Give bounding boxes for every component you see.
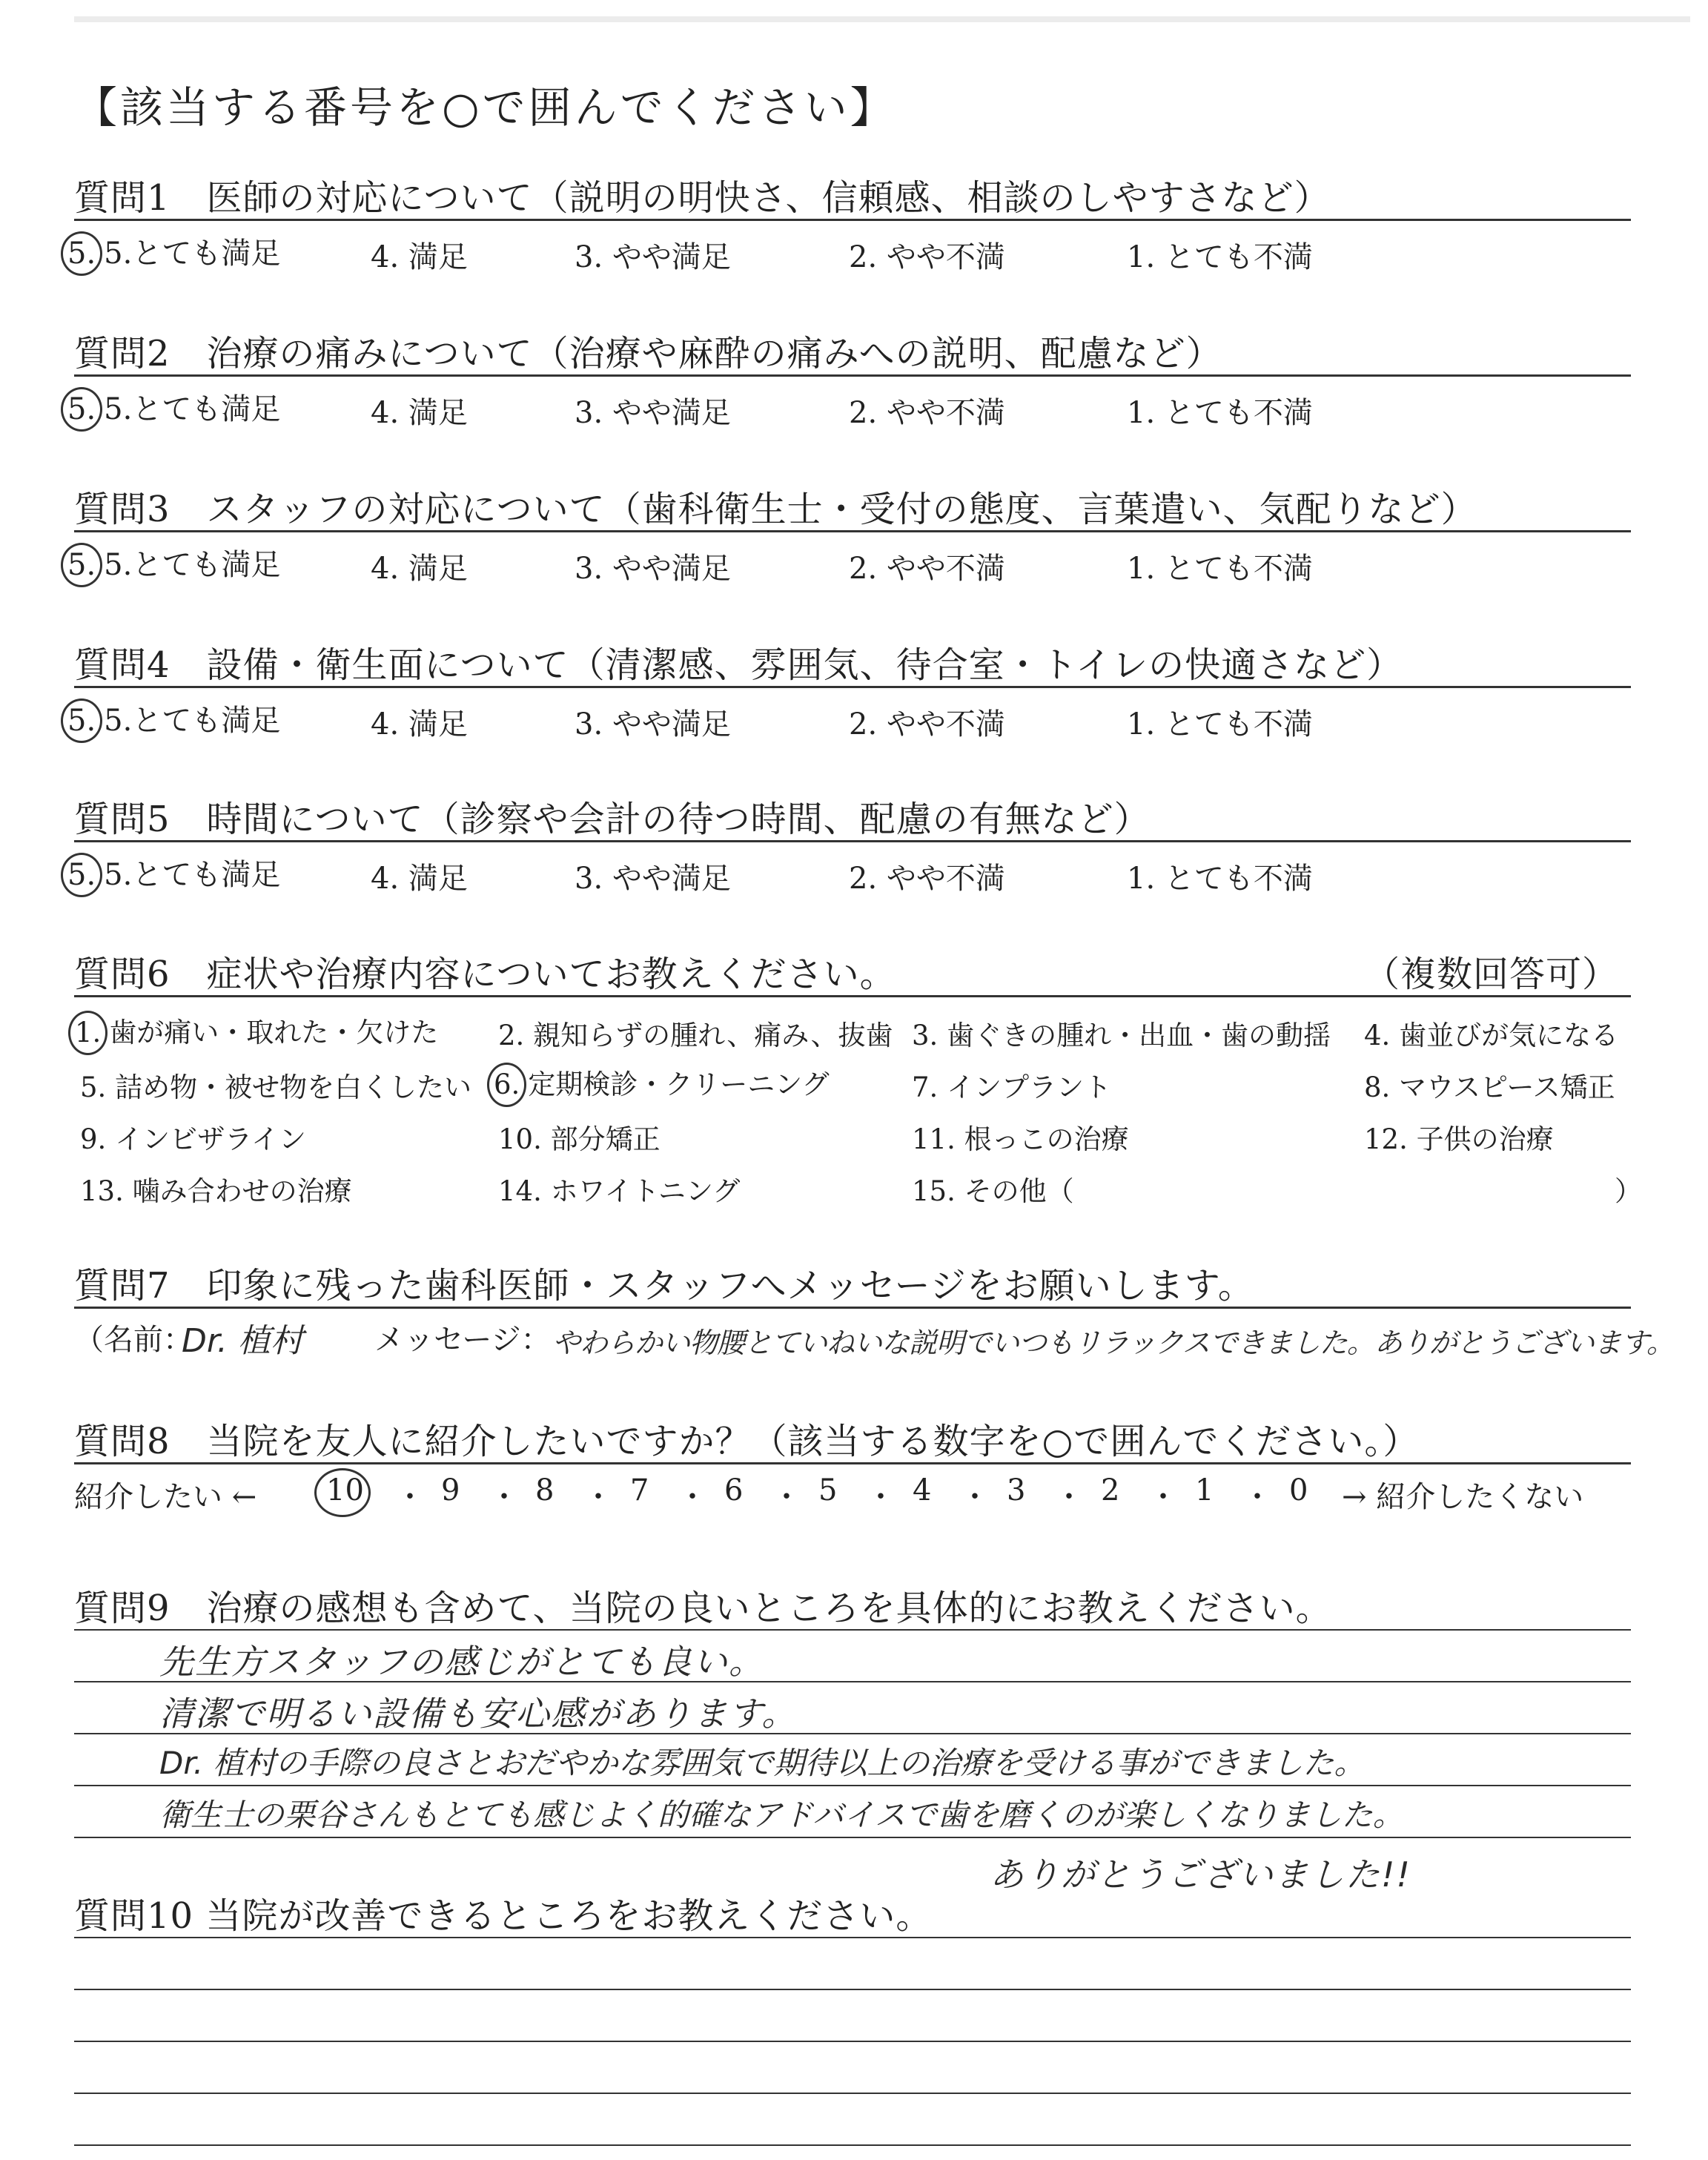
selection-circle: 5. <box>61 698 102 743</box>
q6-option-6[interactable] <box>493 1062 830 1107</box>
q3-rule <box>74 530 1631 532</box>
option-label: 5.とても満足 <box>104 392 281 426</box>
q6-option-10[interactable]: 10. 部分矯正 <box>498 1123 661 1155</box>
q6-option-2[interactable]: 2. 親知らずの腫れ、痛み、抜歯 <box>498 1020 893 1051</box>
q8-dot: ・ <box>866 1480 896 1514</box>
q6-option-9[interactable]: 9. インビザライン <box>80 1123 306 1155</box>
q8-number-8[interactable]: 8 <box>535 1473 555 1507</box>
q6-option-4[interactable]: 4. 歯並びが気になる <box>1364 1020 1619 1051</box>
q5-option-4[interactable]: 4. 満足 <box>371 862 468 896</box>
q1-title: 質問1 医師の対応について（説明の明快さ、信頼感、相談のしやすさなど） <box>74 177 1331 219</box>
top-edge <box>74 16 1690 22</box>
q8-dot: ・ <box>678 1480 707 1514</box>
q3-option-3[interactable]: 3. やや満足 <box>575 552 731 586</box>
q10-rule <box>74 2144 1631 2146</box>
q10-rule <box>74 1989 1631 1990</box>
q10-rule <box>74 2041 1631 2042</box>
option-label: 歯が痛い・取れた・欠けた <box>109 1017 439 1048</box>
q8-dot: ・ <box>960 1480 990 1514</box>
q8-number-7[interactable]: 7 <box>630 1473 649 1507</box>
form-header: 【該当する番号を○で囲んでください】 <box>74 82 896 133</box>
q2-option-4[interactable]: 4. 満足 <box>371 396 468 430</box>
q3-option-5[interactable] <box>67 541 280 587</box>
q5-option-2[interactable]: 2. やや不満 <box>849 862 1005 896</box>
q4-option-3[interactable]: 3. やや満足 <box>575 707 731 742</box>
option-label: 5.とても満足 <box>104 858 281 892</box>
q8-number-0[interactable]: 0 <box>1289 1473 1308 1507</box>
option-label: 5.とても満足 <box>104 548 281 582</box>
q6-option-13[interactable]: 13. 噛み合わせの治療 <box>80 1175 352 1207</box>
q3-option-4[interactable]: 4. 満足 <box>371 552 468 586</box>
q8-number-3[interactable]: 3 <box>1007 1473 1026 1507</box>
q8-dot: ・ <box>489 1480 519 1514</box>
q8-dot: ・ <box>395 1480 425 1514</box>
q1-rule <box>74 219 1631 221</box>
q7-rule <box>74 1307 1631 1309</box>
option-label: 5.とても満足 <box>104 237 281 271</box>
q4-option-4[interactable]: 4. 満足 <box>371 707 468 742</box>
q8-dot: ・ <box>1148 1480 1178 1514</box>
q10-rule <box>74 1937 1631 1938</box>
selection-circle: 5. <box>61 387 102 432</box>
q6-note: （複数回答可） <box>1364 954 1619 995</box>
selection-circle: 6. <box>487 1063 526 1107</box>
q8-number-1[interactable]: 1 <box>1195 1473 1214 1507</box>
q2-option-1[interactable]: 1. とても不満 <box>1127 396 1313 430</box>
q5-rule <box>74 840 1631 842</box>
q2-option-2[interactable]: 2. やや不満 <box>849 396 1005 430</box>
q1-option-3[interactable]: 3. やや満足 <box>575 240 731 274</box>
q1-option-4[interactable]: 4. 満足 <box>371 240 468 274</box>
q6-option-14[interactable]: 14. ホワイトニング <box>498 1175 741 1207</box>
q9-answer-line[interactable]: Dr. 植村の手際の良さとおだやかな雰囲気で期待以上の治療を受ける事ができました。 <box>159 1745 1366 1781</box>
q9-title: 質問9 治療の感想も含めて、当院の良いところを具体的にお教えください。 <box>74 1588 1332 1629</box>
q7-name-value[interactable]: Dr. 植村 <box>182 1322 303 1360</box>
q8-number-9[interactable]: 9 <box>441 1473 460 1507</box>
q2-option-3[interactable]: 3. やや満足 <box>575 396 731 430</box>
selection-circle: 5. <box>61 231 102 276</box>
q7-message-label: メッセージ： <box>374 1323 551 1357</box>
q6-option-12[interactable]: 12. 子供の治療 <box>1364 1123 1554 1155</box>
q7-title: 質問7 印象に残った歯科医師・スタッフへメッセージをお願いします。 <box>74 1265 1254 1307</box>
q2-option-5[interactable] <box>67 386 280 432</box>
q8-right-label: → 紹介したくない <box>1342 1480 1584 1514</box>
q4-option-5[interactable] <box>67 697 280 743</box>
q6-option-15-close: ） <box>1615 1175 1642 1207</box>
q5-option-3[interactable]: 3. やや満足 <box>575 862 731 896</box>
q9-rule <box>74 1837 1631 1838</box>
q1-option-1[interactable]: 1. とても不満 <box>1127 240 1313 274</box>
q8-dot: ・ <box>583 1480 613 1514</box>
q8-dot: ・ <box>772 1480 801 1514</box>
q8-left-label: 紹介したい ← <box>74 1480 257 1514</box>
q6-option-3[interactable]: 3. 歯ぐきの腫れ・出血・歯の動揺 <box>912 1020 1331 1051</box>
selection-circle: 5. <box>61 543 102 587</box>
selection-circle: 1. <box>68 1011 107 1055</box>
q7-name-label: （名前： <box>74 1323 193 1357</box>
q9-answer-line[interactable]: 清潔で明るい設備も安心感があります。 <box>159 1694 798 1734</box>
q4-rule <box>74 686 1631 688</box>
q5-option-5[interactable] <box>67 851 280 897</box>
q5-option-1[interactable]: 1. とても不満 <box>1127 862 1313 896</box>
q6-option-11[interactable]: 11. 根っこの治療 <box>912 1123 1129 1155</box>
q9-answer-line[interactable]: 先生方スタッフの感じがとても良い。 <box>159 1642 764 1682</box>
q8-number-4[interactable]: 4 <box>913 1473 932 1507</box>
q5-title: 質問5 時間について（診察や会計の待つ時間、配慮の有無など） <box>74 799 1151 840</box>
q4-title: 質問4 設備・衛生面について（清潔感、雰囲気、待合室・トイレの快適さなど） <box>74 644 1403 686</box>
q9-answer-line[interactable]: 衛生士の栗谷さんもとても感じよく的確なアドバイスで歯を磨くのが楽しくなりました。 <box>159 1797 1404 1833</box>
option-label: 定期検診・クリーニング <box>528 1069 830 1100</box>
q6-option-1[interactable] <box>74 1010 438 1055</box>
q8-rule <box>74 1462 1631 1464</box>
q6-option-8[interactable]: 8. マウスピース矯正 <box>1364 1071 1615 1103</box>
selection-circle: 5. <box>61 853 102 897</box>
q8-number-6[interactable]: 6 <box>724 1473 744 1507</box>
q8-title: 質問8 当院を友人に紹介したいですか？（該当する数字を○で囲んでください。） <box>74 1421 1420 1462</box>
q6-title: 質問6 症状や治療内容についてお教えください。 <box>74 954 896 995</box>
q9-rule <box>74 1629 1631 1631</box>
q8-dot: ・ <box>1054 1480 1084 1514</box>
q3-option-2[interactable]: 2. やや不満 <box>849 552 1005 586</box>
q3-title: 質問3 スタッフの対応について（歯科衛生士・受付の態度、言葉遣い、気配りなど） <box>74 489 1477 530</box>
q8-number-10[interactable]: 10 <box>326 1473 364 1507</box>
q3-option-1[interactable]: 1. とても不満 <box>1127 552 1313 586</box>
q10-title: 質問10 当院が改善できるところをお教えください。 <box>74 1895 933 1937</box>
q2-rule <box>74 374 1631 377</box>
q4-option-2[interactable]: 2. やや不満 <box>849 707 1005 742</box>
q8-dot: ・ <box>1242 1480 1272 1514</box>
q6-option-7[interactable]: 7. インプラント <box>912 1071 1112 1103</box>
q8-number-2[interactable]: 2 <box>1101 1473 1120 1507</box>
q8-number-5[interactable]: 5 <box>818 1473 838 1507</box>
q7-message-value[interactable]: やわらかい物腰とていねいな説明でいつもリラックスできました。ありがとうございます。 <box>552 1327 1674 1359</box>
q9-rule <box>74 1785 1631 1786</box>
q6-option-5[interactable]: 5. 詰め物・被せ物を白くしたい <box>80 1071 472 1103</box>
q10-rule <box>74 2093 1631 2094</box>
q6-rule <box>74 995 1631 997</box>
q4-option-1[interactable]: 1. とても不満 <box>1127 707 1313 742</box>
q1-option-2[interactable]: 2. やや不満 <box>849 240 1005 274</box>
q1-option-5[interactable] <box>67 230 280 276</box>
q9-answer-line[interactable]: ありがとうございました!! <box>990 1855 1411 1895</box>
q6-option-15[interactable]: 15. その他（ <box>912 1175 1074 1207</box>
option-label: 5.とても満足 <box>104 704 281 738</box>
q2-title: 質問2 治療の痛みについて（治療や麻酔の痛みへの説明、配慮など） <box>74 333 1222 374</box>
